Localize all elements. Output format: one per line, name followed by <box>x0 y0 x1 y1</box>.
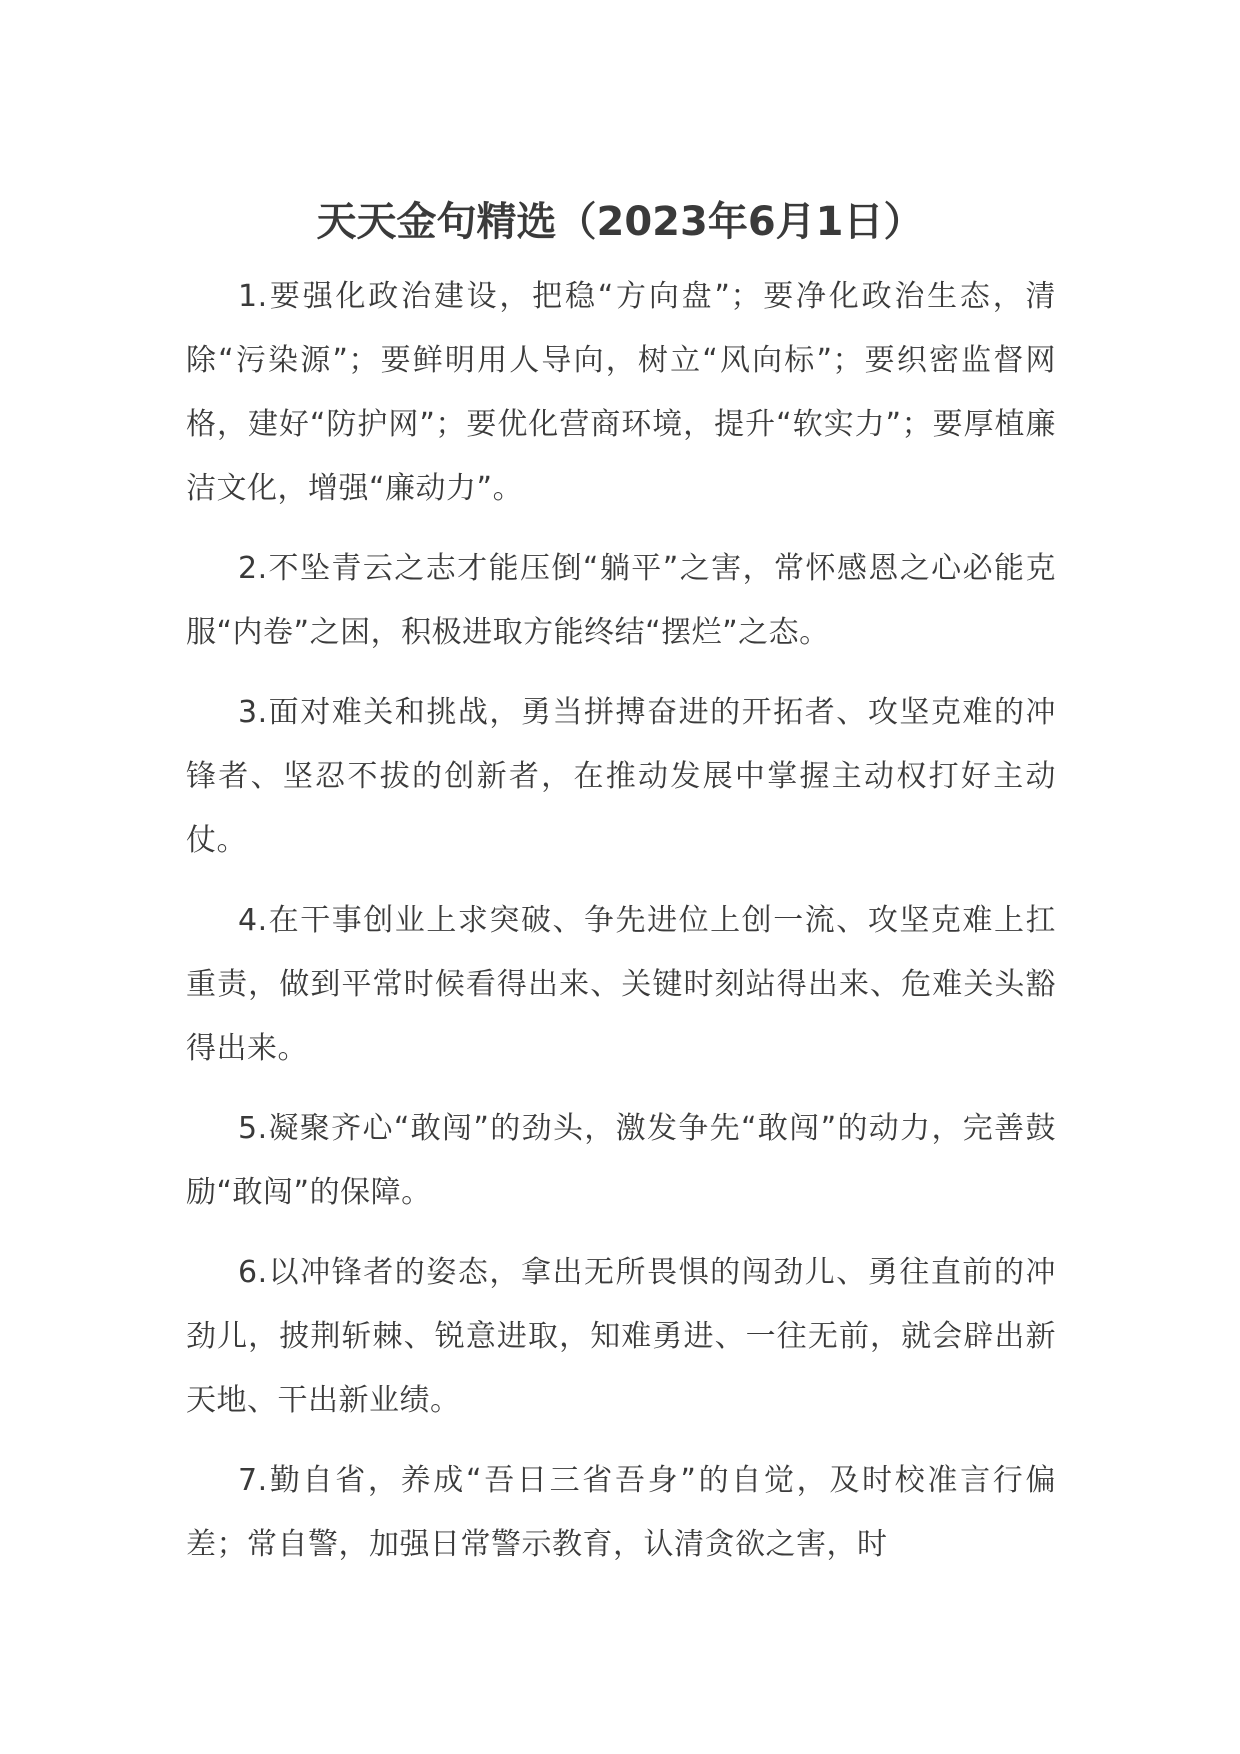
paragraph-7: 7.勤自省，养成“吾日三省吾身”的自觉，及时校准言行偏差；常自警，加强日常警示教育，认清贪欲之害，时 <box>186 1463 1056 1562</box>
document-body <box>186 265 1056 1593</box>
paragraph-3: 3.面对难关和挑战，勇当拼搏奋进的开拓者、攻坚克难的冲锋者、坚忍不拔的创新者，在推动发展中掌握主动权打好主动仗。 <box>186 695 1056 858</box>
paragraph-1: 1.要强化政治建设，把稳“方向盘”；要净化政治生态，清除“污染源”；要鲜明用人导向，树立“风向标”；要织密监督网格，建好“防护网”；要优化营商环境，提升“软实力”；要厚植廉洁文化，增强“廉动力”。 <box>186 279 1056 506</box>
paragraph-5: 5.凝聚齐心“敢闯”的劲头，激发争先“敢闯”的动力，完善鼓励“敢闯”的保障。 <box>186 1111 1056 1210</box>
paragraph-2: 2.不坠青云之志才能压倒“躺平”之害，常怀感恩之心必能克服“内卷”之困，积极进取方能终结“摆烂”之态。 <box>186 551 1056 650</box>
paragraph-6: 6.以冲锋者的姿态，拿出无所畏惧的闯劲儿、勇往直前的冲劲儿，披荆斩棘、锐意进取，知难勇进、一往无前，就会辟出新天地、干出新业绩。 <box>186 1255 1056 1418</box>
paragraph-4: 4.在干事创业上求突破、争先进位上创一流、攻坚克难上扛重责，做到平常时候看得出来、关键时刻站得出来、危难关头豁得出来。 <box>186 903 1056 1066</box>
document-title: 天天金句精选（2023年6月1日） <box>316 199 924 245</box>
